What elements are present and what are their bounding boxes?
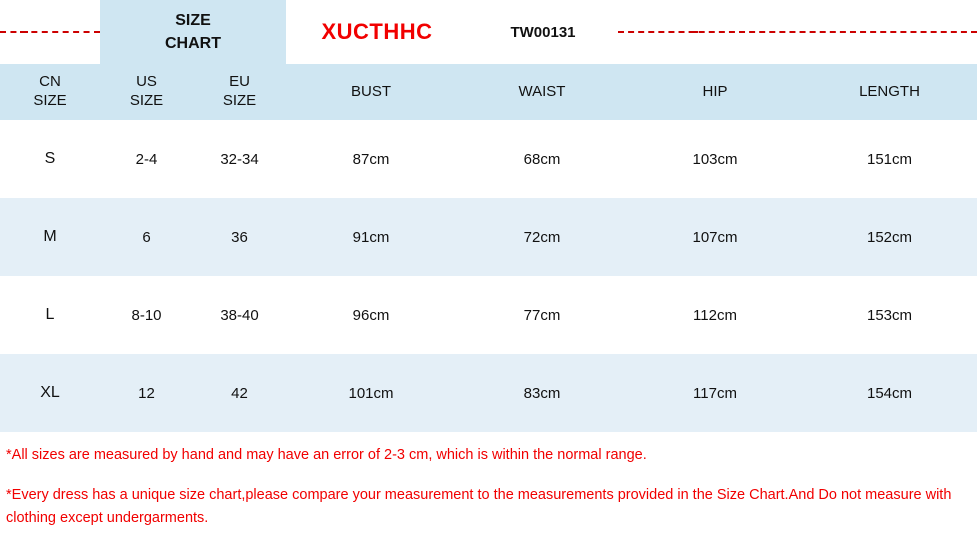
column-header-line2: SIZE (33, 92, 67, 109)
cell-waist: 83cm (456, 354, 628, 432)
size-chart-title-line1: SIZE (175, 11, 211, 29)
dashed-rule-right (618, 0, 977, 64)
cell-bust: 87cm (286, 120, 456, 198)
cell-bust: 91cm (286, 198, 456, 276)
cell-cn-size: S (0, 120, 100, 198)
column-header-line1: EU (229, 73, 250, 91)
column-header-waist: WAIST (456, 64, 628, 120)
cell-cn-size: L (0, 276, 100, 354)
cell-us-size: 12 (100, 354, 193, 432)
column-header-bust: BUST (286, 64, 456, 120)
cell-cn-size: XL (0, 354, 100, 432)
column-header-line2: SIZE (222, 92, 257, 109)
cell-us-size: 8-10 (100, 276, 193, 354)
column-header-length: LENGTH (802, 64, 977, 120)
cell-eu-size: 38-40 (193, 276, 286, 354)
cell-length: 151cm (802, 120, 977, 198)
chart-notes (0, 432, 977, 529)
size-chart-title-line2: CHART (165, 35, 221, 52)
cell-length: 153cm (802, 276, 977, 354)
cell-bust: 96cm (286, 276, 456, 354)
column-header-cn-size (0, 64, 100, 120)
cell-hip: 107cm (628, 198, 802, 276)
note-measurement-error: *All sizes are measured by hand and may have an error of 2-3 cm, which is within the normal range. (6, 447, 647, 463)
column-header-line2: SIZE (129, 92, 164, 109)
dashed-line-icon (0, 31, 100, 33)
column-header-line1: US (136, 73, 157, 91)
cell-hip: 112cm (628, 276, 802, 354)
column-header-line1: CN (39, 73, 61, 91)
column-header-eu-size (193, 64, 286, 120)
chart-header (0, 0, 977, 64)
cell-waist: 68cm (456, 120, 628, 198)
cell-length: 152cm (802, 198, 977, 276)
dashed-rule-left (0, 0, 100, 64)
cell-waist: 72cm (456, 198, 628, 276)
cell-eu-size: 32-34 (193, 120, 286, 198)
brand-name: XUCTHHC (321, 19, 433, 44)
table-header-row (0, 64, 977, 120)
style-code: TW00131 (510, 23, 576, 41)
column-header-us-size (100, 64, 193, 120)
table-row (0, 276, 977, 354)
dashed-line-icon (618, 31, 977, 33)
cell-hip: 103cm (628, 120, 802, 198)
cell-us-size: 2-4 (100, 120, 193, 198)
note-unique-size-chart: *Every dress has a unique size chart,please compare your measurement to the measurements provided in the Size Chart.And Do not measure with clothing except undergarments. (6, 487, 952, 526)
cell-waist: 77cm (456, 276, 628, 354)
cell-eu-size: 42 (193, 354, 286, 432)
size-chart-title (100, 0, 286, 64)
cell-bust: 101cm (286, 354, 456, 432)
cell-length: 154cm (802, 354, 977, 432)
table-row (0, 198, 977, 276)
cell-us-size: 6 (100, 198, 193, 276)
cell-hip: 117cm (628, 354, 802, 432)
cell-eu-size: 36 (193, 198, 286, 276)
table-row (0, 354, 977, 432)
column-header-hip: HIP (628, 64, 802, 120)
cell-cn-size: M (0, 198, 100, 276)
size-table (0, 64, 977, 432)
table-row (0, 120, 977, 198)
